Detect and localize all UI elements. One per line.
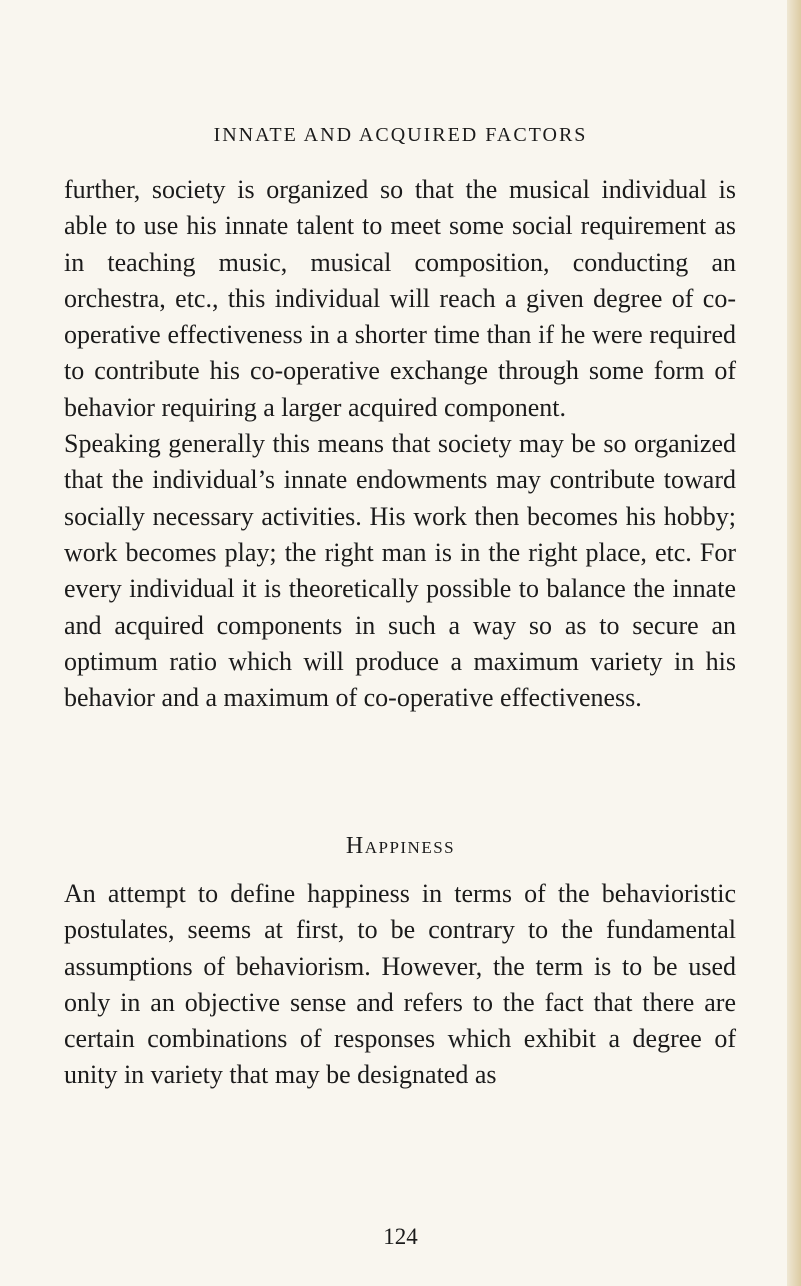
running-head: INNATE AND ACQUIRED FACTORS (213, 124, 588, 146)
page-number: 124 (383, 1224, 418, 1249)
paragraph-2: Speaking generally this means that society may be so organized that the individual’s innate endowments may contribute toward socially necessary activities. His work then becomes his hobby; work becomes play; the right man is in the right place, etc. For every individual it is theoretically possible to balance the innate and acquired components in such a way so as to secure an optimum ratio which will produce a maximum variety in his behavior and a maximum of co-operative effectiveness. (64, 429, 736, 713)
section-heading: Happiness (345, 833, 456, 859)
body-text-top (64, 172, 736, 716)
page-edge (787, 0, 801, 1286)
paragraph-1: further, society is organized so that the musical individual is able to use his innate talent to meet some social requirement as in teaching music, musical composition, conducting an orchestra, etc., this individual will reach a given degree of co-operative effectiveness in a shorter time than if he were required to contribute his co-operative exchange through some form of behavior requiring a larger acquired component. (64, 175, 736, 422)
paragraph-3: An attempt to define happiness in terms of the behavioristic postulates, seems at first, to be contrary to the fundamental assumptions of behaviorism. However, the term is to be used only in an objective sense and refers to the fact that there are certain combinations of responses which exhibit a degree of unity in variety that may be designated as (64, 879, 736, 1090)
body-text-bottom (64, 876, 736, 1094)
